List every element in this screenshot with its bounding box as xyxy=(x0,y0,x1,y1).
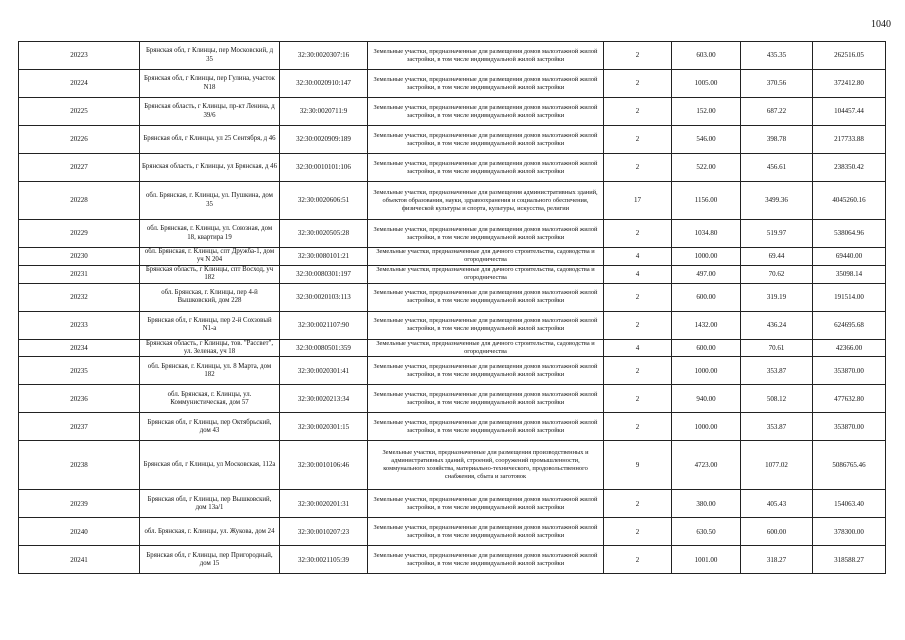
cell-cadastral-number: 32:30:0020213:34 xyxy=(280,385,368,413)
cell-row-number: 20237 xyxy=(19,413,140,441)
cell-specific-value: 318.27 xyxy=(741,546,813,574)
cell-cadastral-value: 477632.80 xyxy=(813,385,886,413)
cell-specific-value: 508.12 xyxy=(741,385,813,413)
cell-row-number: 20226 xyxy=(19,126,140,154)
cell-cadastral-value: 191514.00 xyxy=(813,283,886,311)
table-row xyxy=(19,248,886,266)
cell-group: 2 xyxy=(604,126,672,154)
cell-permitted-use: Земельные участки, предназначенные для размещения домов малоэтажной жилой застройки, в том числе индивидуальной жилой застройки xyxy=(368,518,604,546)
table-row xyxy=(19,220,886,248)
table-row xyxy=(19,98,886,126)
cell-cadastral-number: 32:30:0010106:46 xyxy=(280,441,368,490)
table-row xyxy=(19,385,886,413)
cell-group: 4 xyxy=(604,339,672,357)
table-row xyxy=(19,42,886,70)
cell-area: 1001.00 xyxy=(672,546,741,574)
cell-group: 2 xyxy=(604,220,672,248)
cell-specific-value: 435.35 xyxy=(741,42,813,70)
cell-specific-value: 353.87 xyxy=(741,413,813,441)
cell-address: обл. Брянская, г. Клинцы, пер 4-й Вышковский, дом 228 xyxy=(140,283,280,311)
cell-specific-value: 600.00 xyxy=(741,518,813,546)
cell-cadastral-number: 32:30:0020910:147 xyxy=(280,70,368,98)
cell-group: 17 xyxy=(604,182,672,220)
cell-permitted-use: Земельные участки, предназначенные для размещения домов малоэтажной жилой застройки, в том числе индивидуальной жилой застройки xyxy=(368,283,604,311)
cell-cadastral-value: 5086765.46 xyxy=(813,441,886,490)
cell-cadastral-value: 353870.00 xyxy=(813,357,886,385)
cell-area: 1432.00 xyxy=(672,311,741,339)
cell-permitted-use: Земельные участки, предназначенные для размещения домов малоэтажной жилой застройки, в том числе индивидуальной жилой застройки xyxy=(368,42,604,70)
cell-cadastral-number: 32:30:0020505:28 xyxy=(280,220,368,248)
cell-specific-value: 1077.02 xyxy=(741,441,813,490)
table-row xyxy=(19,154,886,182)
cell-address: обл. Брянская, г. Клинцы, ул. Жукова, дом 24 xyxy=(140,518,280,546)
cell-cadastral-value: 378300.00 xyxy=(813,518,886,546)
cell-permitted-use: Земельные участки, предназначенные для размещения домов малоэтажной жилой застройки, в том числе индивидуальной жилой застройки xyxy=(368,413,604,441)
cell-permitted-use: Земельные участки, предназначенные для дачного строительства, садоводства и огородничества xyxy=(368,265,604,283)
cell-area: 4723.00 xyxy=(672,441,741,490)
cell-specific-value: 436.24 xyxy=(741,311,813,339)
cell-cadastral-value: 69440.00 xyxy=(813,248,886,266)
cell-group: 2 xyxy=(604,311,672,339)
cell-cadastral-value: 42366.00 xyxy=(813,339,886,357)
cell-cadastral-number: 32:30:0020201:31 xyxy=(280,490,368,518)
cell-cadastral-value: 262516.05 xyxy=(813,42,886,70)
cell-group: 4 xyxy=(604,248,672,266)
cell-cadastral-value: 217733.88 xyxy=(813,126,886,154)
cell-address: Брянская обл, г Клинцы, пер Гулина, участок N18 xyxy=(140,70,280,98)
cell-row-number: 20229 xyxy=(19,220,140,248)
cell-area: 1034.80 xyxy=(672,220,741,248)
cell-row-number: 20223 xyxy=(19,42,140,70)
cell-cadastral-value: 35098.14 xyxy=(813,265,886,283)
cell-cadastral-number: 32:30:0021105:39 xyxy=(280,546,368,574)
cell-address: Брянская обл, г Клинцы, пер Вышковский, дом 13а/1 xyxy=(140,490,280,518)
cell-row-number: 20236 xyxy=(19,385,140,413)
cell-area: 630.50 xyxy=(672,518,741,546)
cell-group: 2 xyxy=(604,357,672,385)
cell-address: Брянская обл, г Клинцы, пер Октябрьский, дом 43 xyxy=(140,413,280,441)
cell-permitted-use: Земельные участки, предназначенные для размещения домов малоэтажной жилой застройки, в том числе индивидуальной жилой застройки xyxy=(368,357,604,385)
cell-cadastral-value: 318588.27 xyxy=(813,546,886,574)
cell-area: 152.00 xyxy=(672,98,741,126)
table-row xyxy=(19,265,886,283)
cell-permitted-use: Земельные участки, предназначенные для размещения домов малоэтажной жилой застройки, в том числе индивидуальной жилой застройки xyxy=(368,311,604,339)
cell-row-number: 20233 xyxy=(19,311,140,339)
cell-row-number: 20224 xyxy=(19,70,140,98)
cell-row-number: 20238 xyxy=(19,441,140,490)
cell-specific-value: 456.61 xyxy=(741,154,813,182)
cell-cadastral-value: 353870.00 xyxy=(813,413,886,441)
cell-specific-value: 398.78 xyxy=(741,126,813,154)
cell-specific-value: 405.43 xyxy=(741,490,813,518)
cell-area: 1000.00 xyxy=(672,357,741,385)
cell-row-number: 20241 xyxy=(19,546,140,574)
cell-area: 600.00 xyxy=(672,339,741,357)
table-row xyxy=(19,518,886,546)
cell-specific-value: 519.97 xyxy=(741,220,813,248)
cell-group: 2 xyxy=(604,385,672,413)
cell-cadastral-value: 538064.96 xyxy=(813,220,886,248)
cell-specific-value: 319.19 xyxy=(741,283,813,311)
cell-permitted-use: Земельные участки, предназначенные для размещения домов малоэтажной жилой застройки, в том числе индивидуальной жилой застройки xyxy=(368,154,604,182)
cell-row-number: 20225 xyxy=(19,98,140,126)
cell-area: 1000.00 xyxy=(672,248,741,266)
cell-cadastral-value: 104457.44 xyxy=(813,98,886,126)
cell-permitted-use: Земельные участки, предназначенные для размещения административных зданий, объектов образования, науки, здравоохранения и социального обеспечения, физической культуры и спорта, культуры, искусства, религии xyxy=(368,182,604,220)
cell-permitted-use: Земельные участки, предназначенные для размещения домов малоэтажной жилой застройки, в том числе индивидуальной жилой застройки xyxy=(368,98,604,126)
cell-cadastral-value: 624695.68 xyxy=(813,311,886,339)
table-row xyxy=(19,70,886,98)
cell-address: Брянская область, г Клинцы, ул Брянская, д 46 xyxy=(140,154,280,182)
cell-area: 603.00 xyxy=(672,42,741,70)
cell-row-number: 20228 xyxy=(19,182,140,220)
cell-group: 2 xyxy=(604,42,672,70)
table-row xyxy=(19,182,886,220)
cell-cadastral-number: 32:30:0020909:189 xyxy=(280,126,368,154)
table-row xyxy=(19,311,886,339)
cell-permitted-use: Земельные участки, предназначенные для размещения домов малоэтажной жилой застройки, в том числе индивидуальной жилой застройки xyxy=(368,70,604,98)
cell-group: 2 xyxy=(604,490,672,518)
cell-area: 1005.00 xyxy=(672,70,741,98)
cell-permitted-use: Земельные участки, предназначенные для размещения производственных и административных зданий, строений, сооружений промышленности, коммунального хозяйства, материально-технического, продовольственного снабжения, сбыта и заготовок xyxy=(368,441,604,490)
table-row xyxy=(19,126,886,154)
cell-row-number: 20232 xyxy=(19,283,140,311)
cell-cadastral-value: 154063.40 xyxy=(813,490,886,518)
cell-row-number: 20235 xyxy=(19,357,140,385)
cell-area: 546.00 xyxy=(672,126,741,154)
cell-cadastral-value: 238350.42 xyxy=(813,154,886,182)
cell-cadastral-number: 32:30:0021107:90 xyxy=(280,311,368,339)
cell-address: Брянская область, г Клинцы, пр-кт Ленина, д 39/6 xyxy=(140,98,280,126)
cell-area: 522.00 xyxy=(672,154,741,182)
cell-cadastral-number: 32:30:0020301:15 xyxy=(280,413,368,441)
cell-group: 2 xyxy=(604,154,672,182)
land-registry-table xyxy=(18,41,886,574)
cell-address: Брянская область, г Клинцы, тов. "Рассвет", ул. Зеленая, уч 18 xyxy=(140,339,280,357)
cell-cadastral-number: 32:30:0010101:106 xyxy=(280,154,368,182)
cell-group: 4 xyxy=(604,265,672,283)
cell-specific-value: 687.22 xyxy=(741,98,813,126)
cell-permitted-use: Земельные участки, предназначенные для размещения домов малоэтажной жилой застройки, в том числе индивидуальной жилой застройки xyxy=(368,126,604,154)
cell-cadastral-number: 32:30:0020711:9 xyxy=(280,98,368,126)
table-row xyxy=(19,283,886,311)
cell-address: обл. Брянская, г. Клинцы, ул. 8 Марта, дом 182 xyxy=(140,357,280,385)
table-body xyxy=(19,42,886,574)
cell-specific-value: 353.87 xyxy=(741,357,813,385)
cell-cadastral-value: 4045260.16 xyxy=(813,182,886,220)
cell-cadastral-number: 32:30:0020103:113 xyxy=(280,283,368,311)
cell-address: обл. Брянская, г. Клинцы, ул. Пушкина, дом 35 xyxy=(140,182,280,220)
cell-address: обл. Брянская, г. Клинцы, спт Дружба-1, дом уч N 204 xyxy=(140,248,280,266)
cell-cadastral-number: 32:30:0080301:197 xyxy=(280,265,368,283)
cell-cadastral-number: 32:30:0010207:23 xyxy=(280,518,368,546)
cell-specific-value: 3499.36 xyxy=(741,182,813,220)
cell-row-number: 20227 xyxy=(19,154,140,182)
cell-row-number: 20230 xyxy=(19,248,140,266)
cell-permitted-use: Земельные участки, предназначенные для дачного строительства, садоводства и огородничества xyxy=(368,339,604,357)
cell-specific-value: 69.44 xyxy=(741,248,813,266)
cell-row-number: 20234 xyxy=(19,339,140,357)
cell-row-number: 20231 xyxy=(19,265,140,283)
cell-area: 497.00 xyxy=(672,265,741,283)
table-row xyxy=(19,357,886,385)
cell-cadastral-number: 32:30:0080101:21 xyxy=(280,248,368,266)
table-row xyxy=(19,490,886,518)
cell-area: 1156.00 xyxy=(672,182,741,220)
cell-address: Брянская обл, г Клинцы, пер Пригородный, дом 15 xyxy=(140,546,280,574)
cell-group: 9 xyxy=(604,441,672,490)
cell-address: Брянская обл, г Клинцы, пер 2-й Сохзовый N1-а xyxy=(140,311,280,339)
cell-address: обл. Брянская, г. Клинцы, ул. Союзная, дом 18, квартира 19 xyxy=(140,220,280,248)
cell-cadastral-number: 32:30:0020606:51 xyxy=(280,182,368,220)
cell-group: 2 xyxy=(604,518,672,546)
cell-specific-value: 370.56 xyxy=(741,70,813,98)
cell-area: 600.00 xyxy=(672,283,741,311)
cell-cadastral-value: 372412.80 xyxy=(813,70,886,98)
cell-area: 940.00 xyxy=(672,385,741,413)
cell-cadastral-number: 32:30:0020301:41 xyxy=(280,357,368,385)
cell-permitted-use: Земельные участки, предназначенные для размещения домов малоэтажной жилой застройки, в том числе индивидуальной жилой застройки xyxy=(368,220,604,248)
table-row xyxy=(19,339,886,357)
cell-group: 2 xyxy=(604,70,672,98)
cell-permitted-use: Земельные участки, предназначенные для размещения домов малоэтажной жилой застройки, в том числе индивидуальной жилой застройки xyxy=(368,385,604,413)
table-row xyxy=(19,413,886,441)
cell-permitted-use: Земельные участки, предназначенные для размещения домов малоэтажной жилой застройки, в том числе индивидуальной жилой застройки xyxy=(368,546,604,574)
cell-specific-value: 70.61 xyxy=(741,339,813,357)
cell-address: Брянская обл, г Клинцы, ул 25 Сентября, д 46 xyxy=(140,126,280,154)
cell-permitted-use: Земельные участки, предназначенные для размещения домов малоэтажной жилой застройки, в том числе индивидуальной жилой застройки xyxy=(368,490,604,518)
cell-address: Брянская обл, г Клинцы, ул Московская, 112а xyxy=(140,441,280,490)
cell-group: 2 xyxy=(604,546,672,574)
cell-address: Брянская область, г Клинцы, спт Восход, уч 182 xyxy=(140,265,280,283)
cell-group: 2 xyxy=(604,98,672,126)
cell-row-number: 20240 xyxy=(19,518,140,546)
cell-area: 380.00 xyxy=(672,490,741,518)
cell-permitted-use: Земельные участки, предназначенные для дачного строительства, садоводства и огородничества xyxy=(368,248,604,266)
cell-cadastral-number: 32:30:0080501:359 xyxy=(280,339,368,357)
cell-group: 2 xyxy=(604,413,672,441)
cell-specific-value: 70.62 xyxy=(741,265,813,283)
cell-row-number: 20239 xyxy=(19,490,140,518)
cell-group: 2 xyxy=(604,283,672,311)
cell-cadastral-number: 32:30:0020307:16 xyxy=(280,42,368,70)
page-number: 1040 xyxy=(871,19,891,30)
table-row xyxy=(19,441,886,490)
cell-address: обл. Брянская, г. Клинцы, ул. Коммунистическая, дом 57 xyxy=(140,385,280,413)
cell-area: 1000.00 xyxy=(672,413,741,441)
cell-address: Брянская обл, г Клинцы, пер Московский, д 35 xyxy=(140,42,280,70)
table-row xyxy=(19,546,886,574)
